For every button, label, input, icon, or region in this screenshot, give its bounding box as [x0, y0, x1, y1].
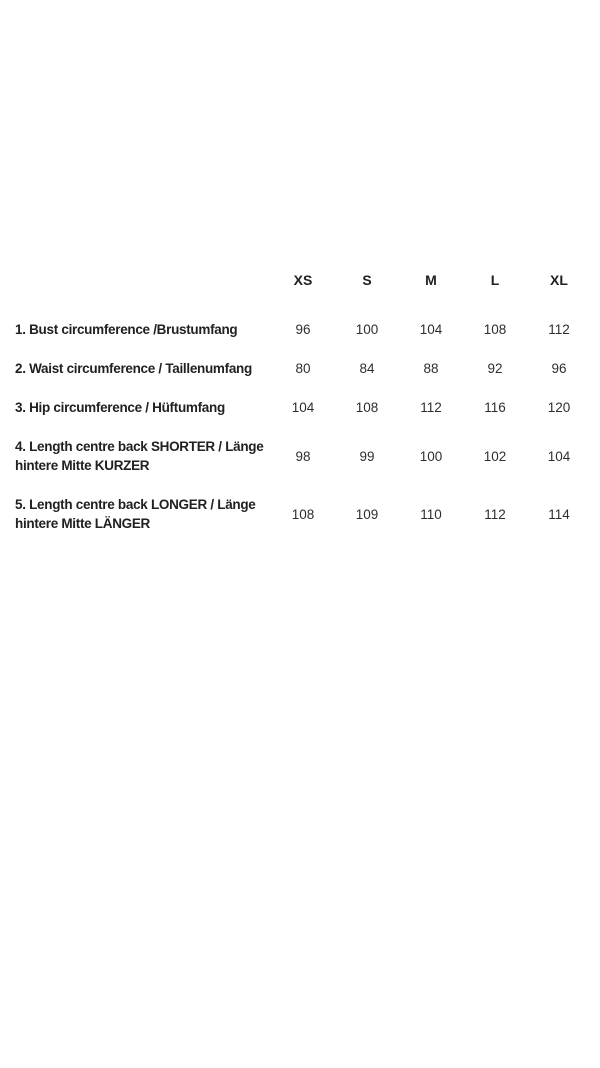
- size-value: 96: [551, 361, 567, 376]
- size-value: 112: [420, 400, 442, 415]
- size-value: 112: [484, 506, 506, 522]
- size-column-header: M: [425, 272, 437, 288]
- measurement-label: [15, 349, 271, 388]
- measurement-label: [15, 388, 271, 427]
- measurement-label-line: 2. Waist circumference / Taillenumfang: [15, 361, 252, 376]
- size-value: 104: [291, 400, 315, 415]
- header-empty-cell: [15, 268, 271, 310]
- size-value: 110: [420, 506, 442, 522]
- size-value: 104: [547, 448, 571, 464]
- measurement-label-line: 5. Length centre back LONGER / Länge: [15, 497, 256, 512]
- measurement-label-line: 1. Bust circumference /Brustumfang: [15, 322, 238, 337]
- size-value: 96: [295, 322, 311, 337]
- measurement-label-line: 4. Length centre back SHORTER / Länge: [15, 439, 264, 454]
- size-column-header: XS: [293, 272, 313, 288]
- size-value: 92: [487, 361, 503, 376]
- table-row: [15, 427, 591, 485]
- table-row: [15, 310, 591, 349]
- size-value: 104: [419, 322, 443, 337]
- measurement-label-line: hintere Mitte KURZER: [15, 458, 150, 473]
- size-value: 98: [295, 448, 311, 464]
- size-chart-header: [15, 268, 591, 310]
- size-column-header: S: [362, 272, 372, 288]
- header-row: [15, 268, 591, 310]
- size-column-header: L: [490, 272, 500, 288]
- size-value: 84: [359, 361, 375, 376]
- size-value: 114: [548, 506, 570, 522]
- size-chart-table: [15, 268, 591, 543]
- size-chart-page: [0, 268, 600, 543]
- size-value: 108: [483, 322, 507, 337]
- measurement-label: [15, 427, 271, 485]
- measurement-label: [15, 310, 271, 349]
- size-value: 108: [291, 506, 315, 522]
- measurement-label-line: 3. Hip circumference / Hüftumfang: [15, 400, 225, 415]
- size-value: 80: [295, 361, 311, 376]
- size-value: 109: [355, 506, 379, 522]
- table-row: [15, 485, 591, 543]
- size-value: 116: [484, 400, 506, 415]
- size-chart-body: [15, 310, 591, 543]
- table-row: [15, 388, 591, 427]
- size-column-header: XL: [550, 272, 568, 288]
- size-value: 99: [359, 448, 375, 464]
- measurement-label: [15, 485, 271, 543]
- size-value: 88: [423, 361, 439, 376]
- size-value: 120: [547, 400, 571, 415]
- table-row: [15, 349, 591, 388]
- size-value: 112: [548, 322, 570, 337]
- measurement-label-line: hintere Mitte LÄNGER: [15, 516, 151, 531]
- size-value: 100: [419, 448, 443, 464]
- size-value: 108: [355, 400, 379, 415]
- size-value: 102: [483, 448, 507, 464]
- size-value: 100: [355, 322, 379, 337]
